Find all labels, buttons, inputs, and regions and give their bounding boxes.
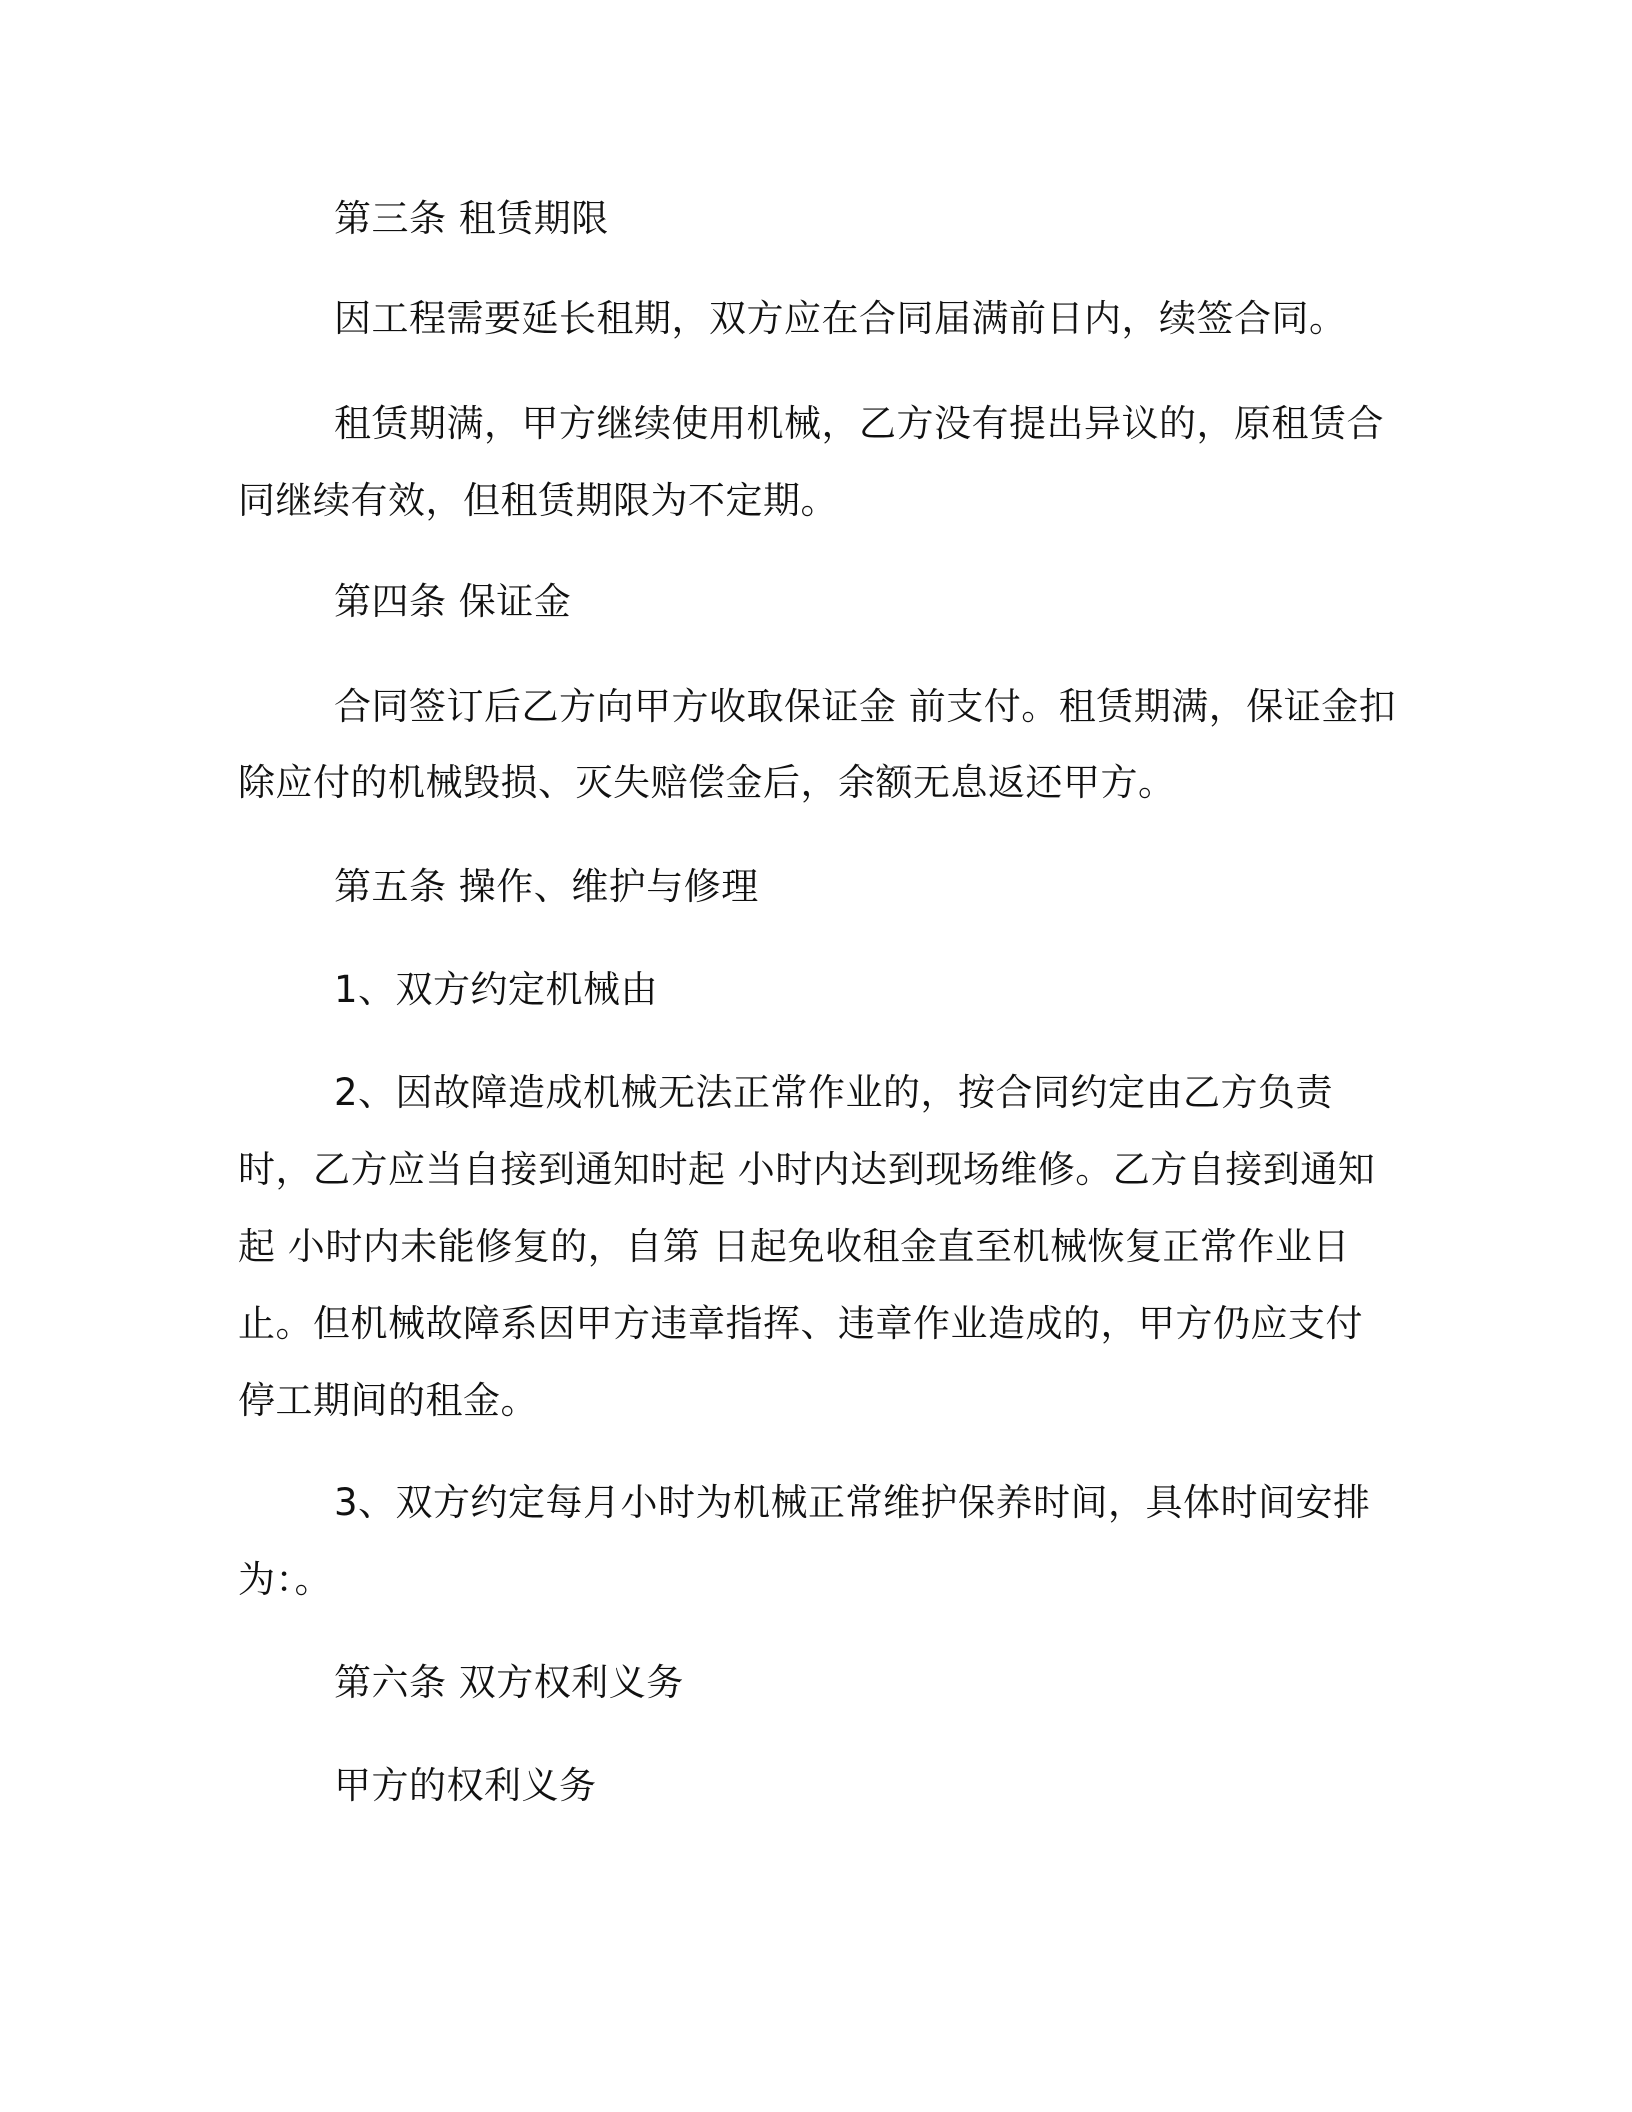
article-4-heading: 第四条 保证金 xyxy=(334,580,572,623)
article-4-paragraph-line-2: 除应付的机械毁损、灭失赔偿金后，余额无息返还甲方。 xyxy=(238,761,1176,804)
article-6-subheading-party-a: 甲方的权利义务 xyxy=(334,1764,597,1807)
article-5-item-2-line-3: 起 小时内未能修复的，自第 日起免收租金直至机械恢复正常作业日 xyxy=(238,1225,1351,1268)
article-3-paragraph-2-line-1: 租赁期满，甲方继续使用机械，乙方没有提出异议的，原租赁合 xyxy=(334,402,1384,445)
article-5-heading: 第五条 操作、维护与修理 xyxy=(334,865,759,908)
article-3-heading: 第三条 租赁期限 xyxy=(334,197,609,240)
article-5-item-2-line-5: 停工期间的租金。 xyxy=(238,1379,538,1422)
article-5-item-2-line-4: 止。但机械故障系因甲方违章指挥、违章作业造成的，甲方仍应支付 xyxy=(238,1302,1363,1345)
article-6-heading: 第六条 双方权利义务 xyxy=(334,1661,684,1704)
article-5-item-2-line-1: 2、因故障造成机械无法正常作业的，按合同约定由乙方负责 xyxy=(334,1071,1334,1114)
article-3-paragraph-2-line-2: 同继续有效，但租赁期限为不定期。 xyxy=(238,479,838,522)
article-5-item-2-line-2: 时，乙方应当自接到通知时起 小时内达到现场维修。乙方自接到通知 xyxy=(238,1148,1376,1191)
article-5-item-3-line-1: 3、双方约定每月小时为机械正常维护保养时间，具体时间安排 xyxy=(334,1481,1371,1524)
article-4-paragraph-line-1: 合同签订后乙方向甲方收取保证金 前支付。租赁期满，保证金扣 xyxy=(334,685,1397,728)
article-3-paragraph-1: 因工程需要延长租期，双方应在合同届满前日内，续签合同。 xyxy=(334,297,1347,340)
article-5-item-3-line-2: 为：。 xyxy=(238,1558,332,1601)
article-5-item-1: 1、双方约定机械由 xyxy=(334,968,659,1011)
